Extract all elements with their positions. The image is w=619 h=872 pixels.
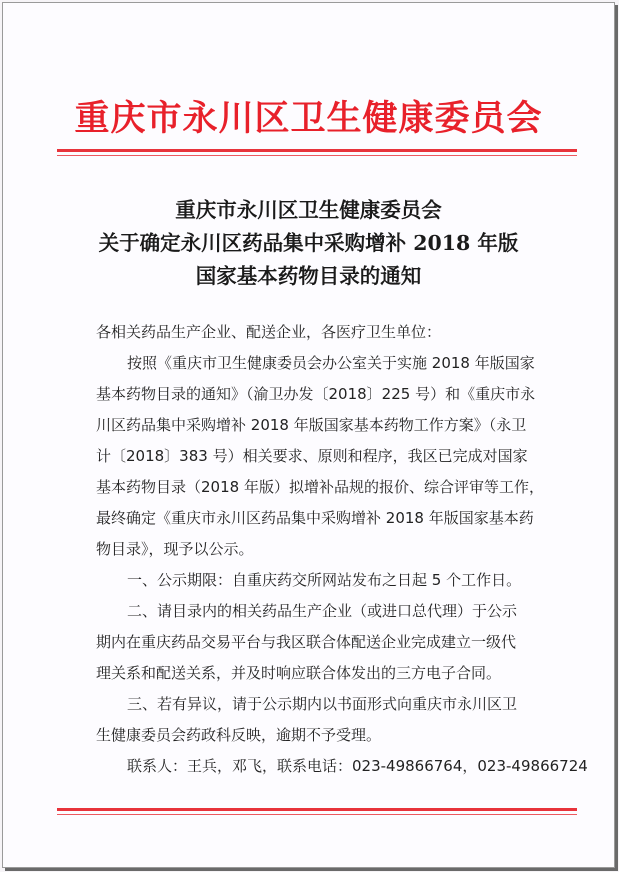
item-2-line: 二、请目录内的相关药品生产企业（或进口总代理）于公示	[127, 602, 518, 620]
contact-line: 联系人：王兵，邓飞，联系电话：023-49866764，023-49866724	[127, 757, 588, 775]
para1-line: 计〔2018〕383 号）相关要求、原则和程序，我区已完成对国家	[96, 447, 528, 465]
para1-line: 基本药物目录（2018 年版）拟增补品规的报价、综合评审等工作，	[96, 478, 544, 496]
red-rule-bottom-thin	[57, 814, 577, 815]
item-3-line: 生健康委员会药政科反映，逾期不予受理。	[96, 726, 382, 744]
item-2-line: 理关系和配送关系，并及时响应联合体发出的三方电子合同。	[96, 664, 502, 682]
para1-line: 最终确定《重庆市永川区药品集中采购增补 2018 年版国家基本药	[96, 509, 534, 527]
notice-title-line-3: 国家基本药物目录的通知	[195, 264, 422, 288]
item-1: 一、公示期限：自重庆药交所网站发布之日起 5 个工作日。	[127, 571, 522, 589]
red-rule-top-thin	[57, 155, 577, 156]
masthead-title: 重庆市永川区卫生健康委员会	[74, 98, 543, 139]
notice-title-line-1: 重庆市永川区卫生健康委员会	[175, 198, 442, 222]
notice-title-line-2: 关于确定永川区药品集中采购增补 2018 年版	[98, 231, 519, 255]
red-rule-top	[57, 149, 577, 152]
red-rule-bottom	[57, 808, 577, 811]
salutation: 各相关药品生产企业、配送企业，各医疗卫生单位：	[96, 323, 442, 341]
item-3-line: 三、若有异议，请于公示期内以书面形式向重庆市永川区卫	[127, 695, 518, 713]
para1-line: 基本药物目录的通知》（渝卫办发〔2018〕225 号）和《重庆市永	[96, 385, 536, 403]
document-page	[2, 2, 615, 868]
para1-line: 物目录》，现予以公示。	[96, 540, 254, 558]
para1-line: 按照《重庆市卫生健康委员会办公室关于实施 2018 年版国家	[127, 354, 535, 372]
item-2-line: 期内在重庆药品交易平台与我区联合体配送企业完成建立一级代	[96, 633, 517, 651]
para1-line: 川区药品集中采购增补 2018 年版国家基本药物工作方案》（永卫	[96, 416, 527, 434]
